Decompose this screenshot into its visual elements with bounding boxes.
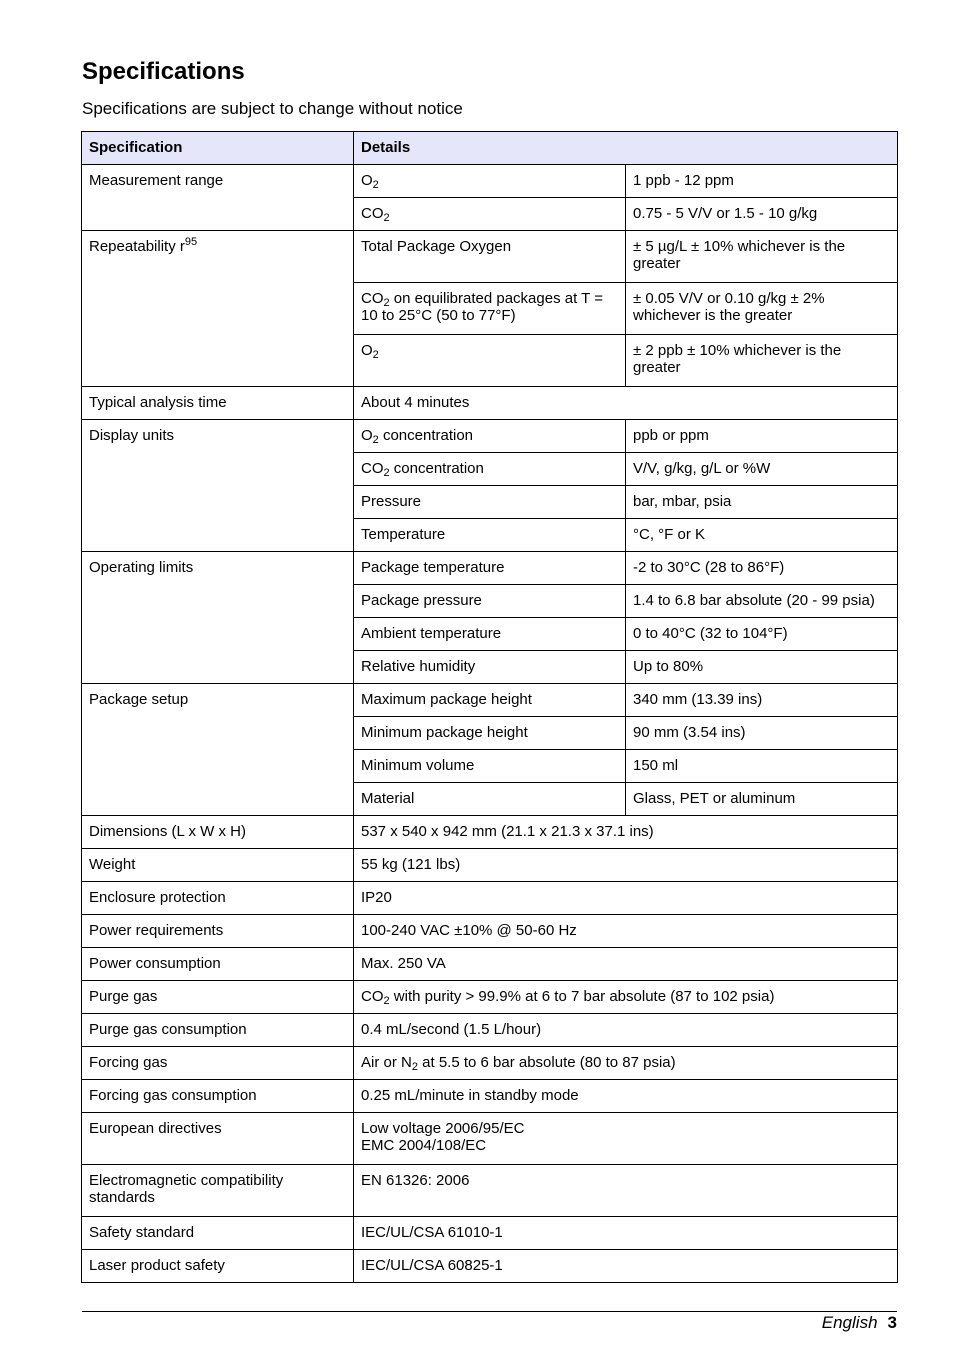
row-label-european-directives: European directives [82, 1113, 354, 1165]
detail-name: Package pressure [354, 585, 626, 618]
detail-value: -2 to 30°C (28 to 86°F) [626, 552, 898, 585]
detail-value: IP20 [354, 882, 898, 915]
table-row [82, 948, 898, 981]
table-row [82, 165, 898, 198]
table-row [82, 1047, 898, 1080]
row-label-operating-limits: Operating limits [82, 552, 354, 684]
row-label-repeatability: Repeatability $r^{95}$ [82, 231, 354, 387]
detail-value: Air or $N_2$ at 5.5 to 6 bar absolute (80 to 87 psia) [354, 1047, 898, 1080]
detail-name: Maximum package height [354, 684, 626, 717]
row-label-safety-standard: Safety standard [82, 1217, 354, 1250]
detail-name: Minimum volume [354, 750, 626, 783]
detail-value: 0.75 - 5 V/V or 1.5 - 10 g/kg [626, 198, 898, 231]
detail-name: Minimum package height [354, 717, 626, 750]
table-row [82, 849, 898, 882]
table-row [82, 1080, 898, 1113]
detail-value: 0 to 40°C (32 to 104°F) [626, 618, 898, 651]
detail-value: Max. 250 VA [354, 948, 898, 981]
table-row [82, 981, 898, 1014]
row-label-weight: Weight [82, 849, 354, 882]
detail-value: ppb or ppm [626, 420, 898, 453]
detail-value: 340 mm (13.39 ins) [626, 684, 898, 717]
detail-name: $CO_2$ [354, 198, 626, 231]
detail-name: $CO_2$ concentration [354, 453, 626, 486]
header-specification: Specification [82, 132, 354, 165]
detail-name: $O_2$ concentration [354, 420, 626, 453]
detail-value: Glass, PET or aluminum [626, 783, 898, 816]
table-row [82, 552, 898, 585]
page-subtitle: Specifications are subject to change without notice [82, 99, 463, 118]
header-details: Details [354, 132, 898, 165]
detail-name: Relative humidity [354, 651, 626, 684]
detail-name: $O_2$ [354, 335, 626, 387]
row-label-purge-gas: Purge gas [82, 981, 354, 1014]
table-row [82, 1250, 898, 1283]
table-row [82, 816, 898, 849]
detail-value: $CO_2$ with purity > 99.9% at 6 to 7 bar absolute (87 to 102 psia) [354, 981, 898, 1014]
detail-value: 1 ppb - 12 ppm [626, 165, 898, 198]
table-row [82, 1113, 898, 1165]
page-number: 3 [887, 1313, 897, 1332]
detail-value: Low voltage 2006/95/EC EMC 2004/108/EC [354, 1113, 898, 1165]
detail-value: 0.25 mL/minute in standby mode [354, 1080, 898, 1113]
row-label-enclosure-protection: Enclosure protection [82, 882, 354, 915]
detail-value: ± 0.05 V/V or 0.10 g/kg ± 2% whichever is the greater [626, 283, 898, 335]
detail-name: Package temperature [354, 552, 626, 585]
detail-name: Pressure [354, 486, 626, 519]
table-header-row [82, 132, 898, 165]
detail-value: About 4 minutes [354, 387, 898, 420]
detail-name: $O_2$ [354, 165, 626, 198]
detail-value: IEC/UL/CSA 61010-1 [354, 1217, 898, 1250]
detail-value: IEC/UL/CSA 60825-1 [354, 1250, 898, 1283]
table-row [82, 882, 898, 915]
detail-value: Up to 80% [626, 651, 898, 684]
row-label-measurement-range: Measurement range [82, 165, 354, 231]
detail-name: Material [354, 783, 626, 816]
row-label-power-consumption: Power consumption [82, 948, 354, 981]
detail-value: 100-240 VAC ±10% @ 50-60 Hz [354, 915, 898, 948]
row-label-emc-standards: Electromagnetic compatibility standards [82, 1165, 354, 1217]
footer-language: English [821, 1313, 878, 1332]
row-label-laser-product-safety: Laser product safety [82, 1250, 354, 1283]
table-row [82, 387, 898, 420]
page-footer [822, 1313, 897, 1333]
page-title: Specifications [82, 58, 245, 85]
detail-value: ± 2 ppb ± 10% whichever is the greater [626, 335, 898, 387]
footer-divider [82, 1311, 897, 1312]
detail-name: Total Package Oxygen [354, 231, 626, 283]
detail-name: Ambient temperature [354, 618, 626, 651]
row-label-forcing-gas: Forcing gas [82, 1047, 354, 1080]
detail-value: ± 5 µg/L ± 10% whichever is the greater [626, 231, 898, 283]
detail-value: 150 ml [626, 750, 898, 783]
specifications-table [81, 131, 898, 1283]
row-label-purge-gas-consumption: Purge gas consumption [82, 1014, 354, 1047]
detail-value: bar, mbar, psia [626, 486, 898, 519]
detail-name: $CO_2$ on equilibrated packages at T = 10 to 25°C (50 to 77°F) [354, 283, 626, 335]
row-label-package-setup: Package setup [82, 684, 354, 816]
detail-name: Temperature [354, 519, 626, 552]
table-row [82, 1014, 898, 1047]
detail-value: °C, °F or K [626, 519, 898, 552]
row-label-dimensions: Dimensions (L x W x H) [82, 816, 354, 849]
detail-value: 90 mm (3.54 ins) [626, 717, 898, 750]
table-row [82, 915, 898, 948]
row-label-power-requirements: Power requirements [82, 915, 354, 948]
detail-value: 537 x 540 x 942 mm (21.1 x 21.3 x 37.1 ins) [354, 816, 898, 849]
row-label-forcing-gas-consumption: Forcing gas consumption [82, 1080, 354, 1113]
table-row [82, 1217, 898, 1250]
row-label-typical-analysis-time: Typical analysis time [82, 387, 354, 420]
detail-value: 0.4 mL/second (1.5 L/hour) [354, 1014, 898, 1047]
detail-value: 55 kg (121 lbs) [354, 849, 898, 882]
detail-value: 1.4 to 6.8 bar absolute (20 - 99 psia) [626, 585, 898, 618]
table-row [82, 231, 898, 283]
detail-value: EN 61326: 2006 [354, 1165, 898, 1217]
detail-value: V/V, g/kg, g/L or %W [626, 453, 898, 486]
table-row [82, 684, 898, 717]
row-label-display-units: Display units [82, 420, 354, 552]
table-row [82, 420, 898, 453]
table-row [82, 1165, 898, 1217]
